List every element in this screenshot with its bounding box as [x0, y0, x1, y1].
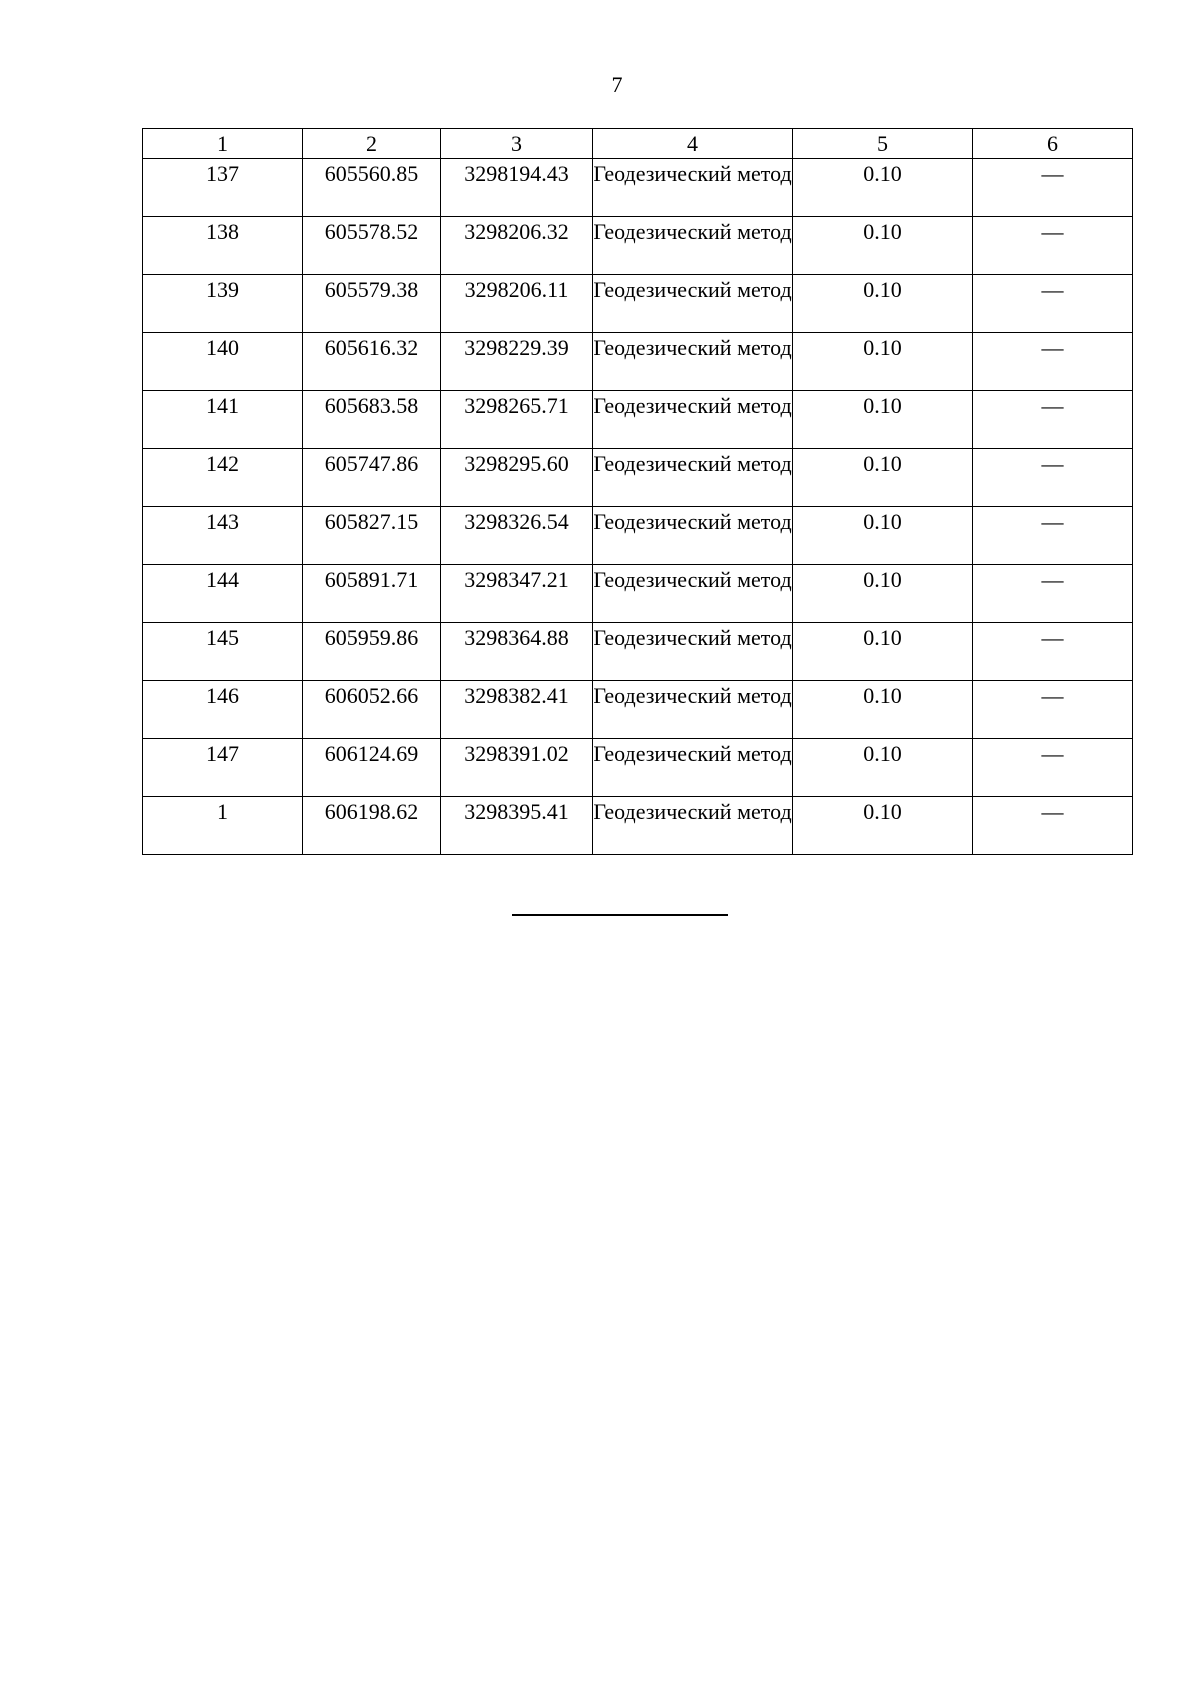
cell-text: 605747.86: [324, 451, 419, 476]
accuracy-cell: [793, 623, 973, 681]
cell-text: 605891.71: [324, 567, 419, 592]
cell-text: 0.10: [863, 451, 902, 476]
y-coordinate-cell: [441, 275, 593, 333]
x-coordinate-cell: [303, 797, 441, 855]
cell-text: 3298265.71: [464, 393, 569, 418]
page-number: 7: [611, 72, 623, 97]
cell-text: 606124.69: [324, 741, 419, 766]
end-rule: [512, 914, 728, 916]
table-row: [143, 217, 1133, 275]
table-row: [143, 275, 1133, 333]
cell-text: 0.10: [863, 683, 902, 708]
column-header: 6: [973, 129, 1133, 159]
point-number-cell: [143, 623, 303, 681]
cell-text: 3298364.88: [464, 625, 569, 650]
method-cell: [593, 217, 793, 275]
cell-text: —: [1041, 683, 1064, 708]
description-cell: [973, 391, 1133, 449]
description-cell: [973, 217, 1133, 275]
cell-text: 605579.38: [324, 277, 419, 302]
cell-text: 3298229.39: [464, 335, 569, 360]
cell-text: 146: [206, 683, 239, 708]
cell-text: 0.10: [863, 509, 902, 534]
y-coordinate-cell: [441, 681, 593, 739]
y-coordinate-cell: [441, 797, 593, 855]
cell-text: 142: [206, 451, 239, 476]
description-cell: [973, 739, 1133, 797]
point-number-cell: [143, 739, 303, 797]
table-row: [143, 159, 1133, 217]
table-header: [143, 129, 1133, 159]
cell-text: Геодезический метод: [593, 741, 792, 766]
accuracy-cell: [793, 507, 973, 565]
accuracy-cell: [793, 797, 973, 855]
cell-text: —: [1041, 335, 1064, 360]
cell-text: 137: [206, 161, 239, 186]
cell-text: 0.10: [863, 335, 902, 360]
cell-text: 147: [206, 741, 239, 766]
description-cell: [973, 449, 1133, 507]
cell-text: 3298326.54: [464, 509, 569, 534]
cell-text: 3298382.41: [464, 683, 569, 708]
cell-text: 605616.32: [324, 335, 419, 360]
description-cell: [973, 507, 1133, 565]
y-coordinate-cell: [441, 565, 593, 623]
table-row: [143, 449, 1133, 507]
x-coordinate-cell: [303, 217, 441, 275]
cell-text: 1: [217, 799, 228, 824]
description-cell: [973, 681, 1133, 739]
x-coordinate-cell: [303, 391, 441, 449]
cell-text: 605683.58: [324, 393, 419, 418]
table-row: [143, 391, 1133, 449]
point-number-cell: [143, 507, 303, 565]
description-cell: [973, 159, 1133, 217]
cell-text: 0.10: [863, 567, 902, 592]
cell-text: 605578.52: [324, 219, 419, 244]
accuracy-cell: [793, 449, 973, 507]
cell-text: Геодезический метод: [593, 683, 792, 708]
method-cell: [593, 797, 793, 855]
x-coordinate-cell: [303, 159, 441, 217]
cell-text: 0.10: [863, 799, 902, 824]
cell-text: Геодезический метод: [593, 625, 792, 650]
point-number-cell: [143, 565, 303, 623]
description-cell: [973, 275, 1133, 333]
cell-text: Геодезический метод: [593, 393, 792, 418]
y-coordinate-cell: [441, 159, 593, 217]
cell-text: 0.10: [863, 741, 902, 766]
cell-text: Геодезический метод: [593, 567, 792, 592]
table-row: [143, 681, 1133, 739]
column-header: 1: [143, 129, 303, 159]
method-cell: [593, 449, 793, 507]
cell-text: 138: [206, 219, 239, 244]
method-cell: [593, 275, 793, 333]
cell-text: Геодезический метод: [593, 451, 792, 476]
cell-text: 606052.66: [324, 683, 419, 708]
point-number-cell: [143, 275, 303, 333]
accuracy-cell: [793, 275, 973, 333]
cell-text: 3298194.43: [464, 161, 569, 186]
cell-text: 143: [206, 509, 239, 534]
accuracy-cell: [793, 217, 973, 275]
description-cell: [973, 565, 1133, 623]
table-row: [143, 797, 1133, 855]
cell-text: 605959.86: [324, 625, 419, 650]
table-body: [143, 159, 1133, 855]
point-number-cell: [143, 681, 303, 739]
cell-text: —: [1041, 799, 1064, 824]
cell-text: Геодезический метод: [593, 335, 792, 360]
x-coordinate-cell: [303, 623, 441, 681]
coordinates-table: [142, 128, 1133, 855]
cell-text: 605560.85: [324, 161, 419, 186]
point-number-cell: [143, 333, 303, 391]
accuracy-cell: [793, 333, 973, 391]
y-coordinate-cell: [441, 507, 593, 565]
x-coordinate-cell: [303, 275, 441, 333]
cell-text: 0.10: [863, 277, 902, 302]
cell-text: —: [1041, 451, 1064, 476]
cell-text: 3298295.60: [464, 451, 569, 476]
cell-text: Геодезический метод: [593, 161, 792, 186]
table-row: [143, 623, 1133, 681]
cell-text: 0.10: [863, 393, 902, 418]
table-row: [143, 565, 1133, 623]
method-cell: [593, 391, 793, 449]
x-coordinate-cell: [303, 739, 441, 797]
cell-text: Геодезический метод: [593, 799, 792, 824]
point-number-cell: [143, 217, 303, 275]
column-header: 4: [593, 129, 793, 159]
column-header: 5: [793, 129, 973, 159]
accuracy-cell: [793, 391, 973, 449]
cell-text: —: [1041, 509, 1064, 534]
cell-text: 605827.15: [324, 509, 419, 534]
x-coordinate-cell: [303, 333, 441, 391]
description-cell: [973, 623, 1133, 681]
accuracy-cell: [793, 159, 973, 217]
accuracy-cell: [793, 565, 973, 623]
x-coordinate-cell: [303, 449, 441, 507]
cell-text: 606198.62: [324, 799, 419, 824]
cell-text: 139: [206, 277, 239, 302]
cell-text: —: [1041, 625, 1064, 650]
method-cell: [593, 159, 793, 217]
cell-text: 3298206.32: [464, 219, 569, 244]
cell-text: —: [1041, 161, 1064, 186]
method-cell: [593, 565, 793, 623]
x-coordinate-cell: [303, 565, 441, 623]
cell-text: 3298206.11: [464, 277, 569, 302]
accuracy-cell: [793, 681, 973, 739]
table-row: [143, 507, 1133, 565]
description-cell: [973, 333, 1133, 391]
accuracy-cell: [793, 739, 973, 797]
cell-text: 3298395.41: [464, 799, 569, 824]
cell-text: 145: [206, 625, 239, 650]
point-number-cell: [143, 391, 303, 449]
cell-text: 0.10: [863, 161, 902, 186]
y-coordinate-cell: [441, 391, 593, 449]
table-header-row: [143, 129, 1133, 159]
cell-text: 3298347.21: [464, 567, 569, 592]
cell-text: 141: [206, 393, 239, 418]
cell-text: —: [1041, 741, 1064, 766]
method-cell: [593, 623, 793, 681]
cell-text: —: [1041, 277, 1064, 302]
cell-text: 140: [206, 335, 239, 360]
method-cell: [593, 681, 793, 739]
cell-text: Геодезический метод: [593, 277, 792, 302]
method-cell: [593, 739, 793, 797]
cell-text: Геодезический метод: [593, 509, 792, 534]
cell-text: —: [1041, 567, 1064, 592]
cell-text: 0.10: [863, 625, 902, 650]
method-cell: [593, 507, 793, 565]
cell-text: 0.10: [863, 219, 902, 244]
table-row: [143, 333, 1133, 391]
y-coordinate-cell: [441, 623, 593, 681]
cell-text: Геодезический метод: [593, 219, 792, 244]
cell-text: 144: [206, 567, 239, 592]
method-cell: [593, 333, 793, 391]
cell-text: —: [1041, 219, 1064, 244]
y-coordinate-cell: [441, 217, 593, 275]
cell-text: —: [1041, 393, 1064, 418]
y-coordinate-cell: [441, 333, 593, 391]
x-coordinate-cell: [303, 681, 441, 739]
point-number-cell: [143, 797, 303, 855]
cell-text: 3298391.02: [464, 741, 569, 766]
column-header: 2: [303, 129, 441, 159]
description-cell: [973, 797, 1133, 855]
y-coordinate-cell: [441, 449, 593, 507]
table-row: [143, 739, 1133, 797]
point-number-cell: [143, 159, 303, 217]
x-coordinate-cell: [303, 507, 441, 565]
column-header: 3: [441, 129, 593, 159]
y-coordinate-cell: [441, 739, 593, 797]
point-number-cell: [143, 449, 303, 507]
